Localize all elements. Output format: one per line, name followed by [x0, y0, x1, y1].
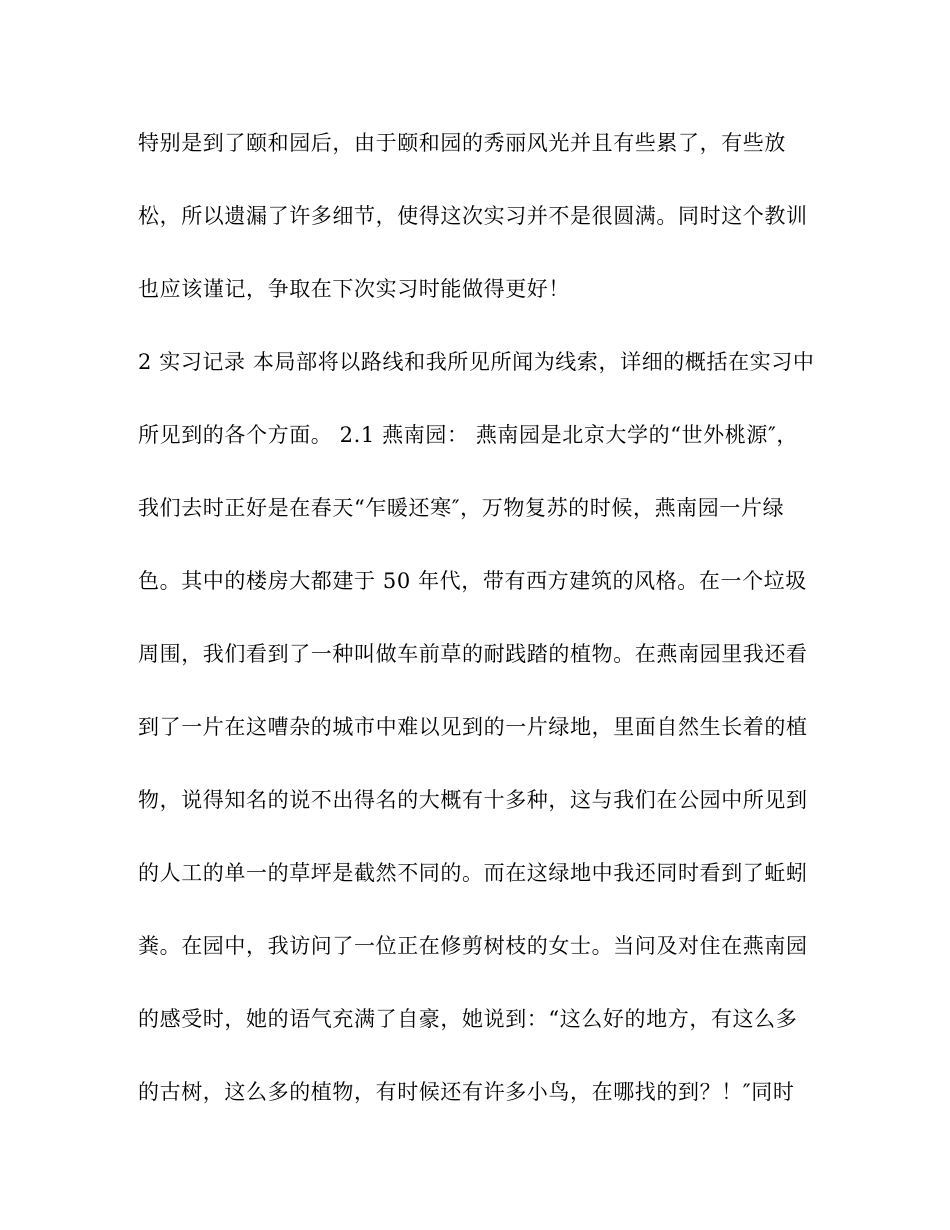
text-line-9: 到了一片在这嘈杂的城市中难以见到的一片绿地，里面自然生长着的植 — [138, 715, 808, 739]
text-line-1: 特别是到了颐和园后，由于颐和园的秀丽风光并且有些累了，有些放 — [138, 131, 786, 155]
text-line-7: 色。其中的楼房大都建于 50 年代，带有西方建筑的风格。在一个垃圾 — [138, 569, 807, 593]
text-line-4: 2 实习记录 本局部将以路线和我所见所闻为线索，详细的概括在实习中 — [138, 350, 815, 374]
text-line-3: 也应该谨记，争取在下次实习时能做得更好！ — [138, 277, 570, 301]
text-line-11: 的人工的单一的草坪是截然不同的。而在这绿地中我还同时看到了蚯蚓 — [138, 861, 808, 885]
text-line-6: 我们去时正好是在春天“乍暖还寒″，万物复苏的时候，燕南园一片绿 — [138, 496, 785, 520]
text-line-14: 的古树，这么多的植物，有时候还有许多小鸟，在哪找的到？！″同时 — [138, 1080, 795, 1104]
text-line-8: 周围，我们看到了一种叫做车前草的耐践踏的植物。在燕南园里我还看 — [138, 642, 808, 666]
text-line-13: 的感受时，她的语气充满了自豪，她说到：“这么好的地方，有这么多 — [138, 1007, 798, 1031]
text-line-10: 物，说得知名的说不出得名的大概有十多种，这与我们在公园中所见到 — [138, 788, 808, 812]
text-line-2: 松，所以遗漏了许多细节，使得这次实习并不是很圆满。同时这个教训 — [138, 204, 808, 228]
text-line-5: 所见到的各个方面。 2.1 燕南园： 燕南园是北京大学的“世外桃源″， — [138, 423, 799, 447]
text-line-12: 粪。在园中，我访问了一位正在修剪树枝的女士。当问及对住在燕南园 — [138, 934, 808, 958]
